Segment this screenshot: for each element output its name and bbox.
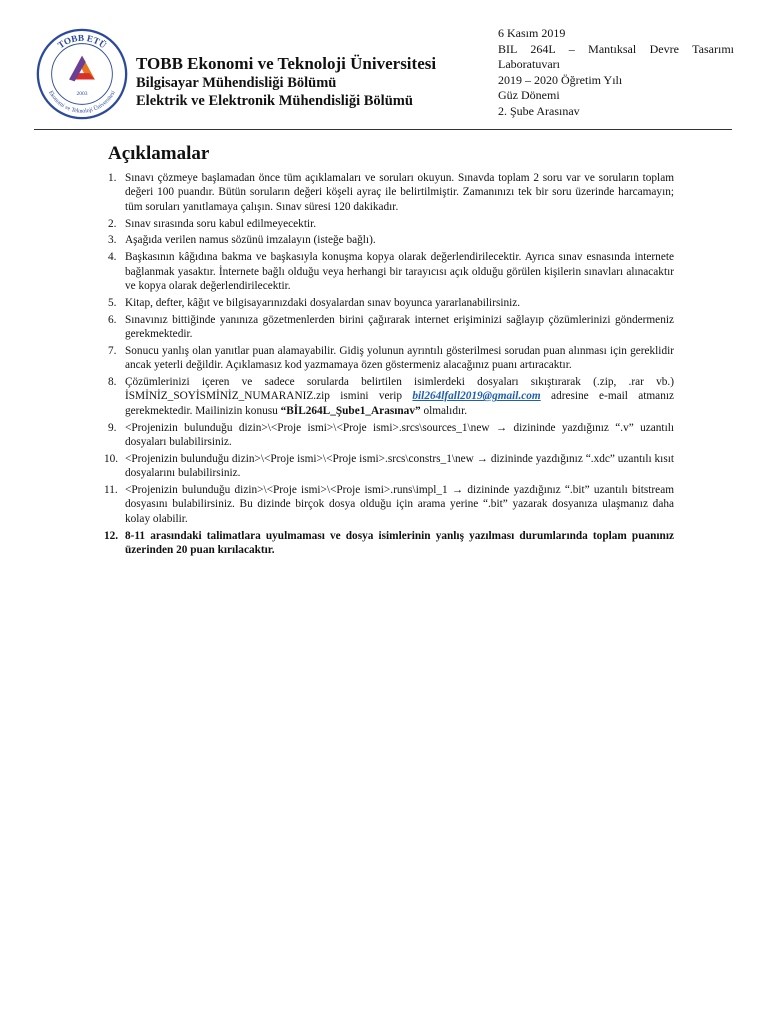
email-link[interactable]: bil264lfall2019@gmail.com — [412, 390, 541, 403]
exam-meta — [498, 26, 734, 119]
list-item — [108, 217, 674, 231]
item-text: <Projenizin bulunduğu dizin>\<Proje ismi>\<Proje ismi>.srcs\constrs_1\new → dizininde yazdığınız “.xdc” uzantılı kısıt dosyalarını bulabilirsiniz. — [125, 452, 674, 480]
item-number: 9. — [108, 421, 117, 434]
list-item — [108, 171, 674, 214]
university-name: TOBB Ekonomi ve Teknoloji Üniversitesi — [136, 54, 437, 73]
document-header — [0, 0, 768, 132]
list-item — [104, 452, 674, 481]
item-number: 2. — [108, 217, 117, 230]
list-item — [108, 313, 674, 342]
item-number: 1. — [108, 172, 117, 184]
item-number: 7. — [108, 344, 117, 357]
item-number: 6. — [108, 313, 117, 326]
list-item — [104, 529, 674, 558]
item-text: Sınav sırasında soru kabul edilmeyecektir. — [125, 217, 317, 230]
item-text: Kitap, defter, kâğıt ve bilgisayarınızdaki dosyalardan sınav boyunca yararlanabilirsiniz. — [125, 296, 521, 309]
item-number: 12. — [104, 529, 119, 542]
course-name: BIL 264L – Mantıksal Devre Tasarımı — [498, 41, 734, 56]
exam-date: 6 Kasım 2019 — [498, 26, 566, 40]
logo-top-text: TOBB ETÜ — [55, 32, 109, 51]
item-text: Çözümlerinizi içeren ve sadece sorularda belirtilen isimlerdeki dosyaları sıkıştırarak (.zip, .rar vb.) İSMİNİZ_SOYİSMİNİZ_NUMARANIZ.zip ismini verip — [125, 376, 674, 403]
item-number: 5. — [108, 296, 117, 309]
item-text: Başkasının kâğıdına bakma ve başkasıyla konuşma kopya olarak değerlendirilecektir. Ayrıca sınav esnasında internete bağlanmak yasaktır. İnternete bağlı olduğu veya herhangi bir tarayıcısı açık olduğu görülen kişilerin sınavları alınacaktır ve kopya olarak değerlendirilecektir. — [125, 251, 674, 293]
logo-year: 2003 — [76, 91, 88, 98]
list-item — [108, 421, 674, 450]
academic-year: 2019 – 2020 Öğretim Yılı — [498, 72, 623, 87]
section-title: Açıklamalar — [108, 143, 210, 164]
university-logo — [36, 28, 128, 120]
item-text-cont: adresine e-mail atmanız gerekmektedir. Mailinizin konusu — [125, 390, 674, 417]
exam-type: 2. Şube Arasınav — [498, 103, 580, 118]
header-divider — [34, 129, 732, 130]
list-item — [108, 375, 674, 418]
department-cs: Bilgisayar Mühendisliği Bölümü — [136, 75, 337, 91]
course-name-cont: Laboratuvarı — [498, 57, 560, 71]
item-text: 8-11 arasındaki talimatlara uyulmaması ve dosya isimlerinin yanlış yazılması durumlarında toplam puanınız üzerinden 20 puan kırılacaktır. — [125, 529, 674, 557]
item-text: Sınavı çözmeye başlamadan önce tüm açıklamaları ve soruları okuyun. Sınavda toplam 2 soru var ve soruların toplam değeri 100 puandır. Bütün soruların değeri köşeli ayraç ile belirtilmiştir. Zamanınızı tek bir soru üzerinde harcamayın; tüm soruları yanıtlamaya çalışın. Sınav süresi 120 dakikadır. — [125, 172, 674, 213]
item-text: Sınavınız bittiğinde yanınıza gözetmenlerden birini çağırarak internet erişiminizi sağlayıp çözümlerinizi göndermeniz gerekmektedir. — [125, 313, 674, 341]
item-number: 3. — [108, 234, 117, 247]
institution-block — [136, 54, 436, 110]
item-text: Sonucu yanlış olan yanıtlar puan alamayabilir. Gidiş yolunun ayrıntılı gösterilmesi sorudan puan alınması için gereklidir ancak yeterli değildir. Açıklamasız kod yazmamaya özen göstermeniz alacağınız puanı artıracaktır. — [125, 344, 674, 372]
item-text-end: olmalıdır. — [420, 404, 468, 417]
item-text: <Projenizin bulunduğu dizin>\<Proje ismi>\<Proje ismi>.srcs\sources_1\new → dizininde yazdığınız “.v” uzantılı dosyaları bulabilirsiniz. — [125, 421, 674, 449]
term: Güz Dönemi — [498, 88, 560, 102]
logo-ring-text: Ekonomi ve Teknoloji Üniversitesi — [47, 89, 117, 115]
list-item — [108, 296, 674, 310]
instructions-list — [104, 171, 674, 560]
department-ee: Elektrik ve Elektronik Mühendisliği Bölümü — [136, 93, 413, 109]
item-text: <Projenizin bulunduğu dizin>\<Proje ismi>\<Proje ismi>.runs\impl_1 → dizininde yazdığınız “.bit” uzantılı bitstream dosyasını bulabilirsiniz. Bu dizinde birçok dosya olduğu için arama yerine “.bit” yazarak dosyanıza ulaşmanız daha kolay olabilir. — [125, 484, 674, 525]
item-number: 11. — [104, 484, 118, 497]
list-item — [108, 344, 674, 373]
mail-subject: “BİL264L_Şube1_Arasınav” — [280, 404, 421, 417]
list-item — [108, 250, 674, 293]
list-item — [104, 483, 674, 526]
item-number: 8. — [108, 376, 117, 389]
list-item — [108, 233, 674, 247]
item-number: 4. — [108, 251, 117, 264]
item-text: Aşağıda verilen namus sözünü imzalayın (isteğe bağlı). — [125, 234, 376, 247]
item-number: 10. — [104, 452, 119, 465]
